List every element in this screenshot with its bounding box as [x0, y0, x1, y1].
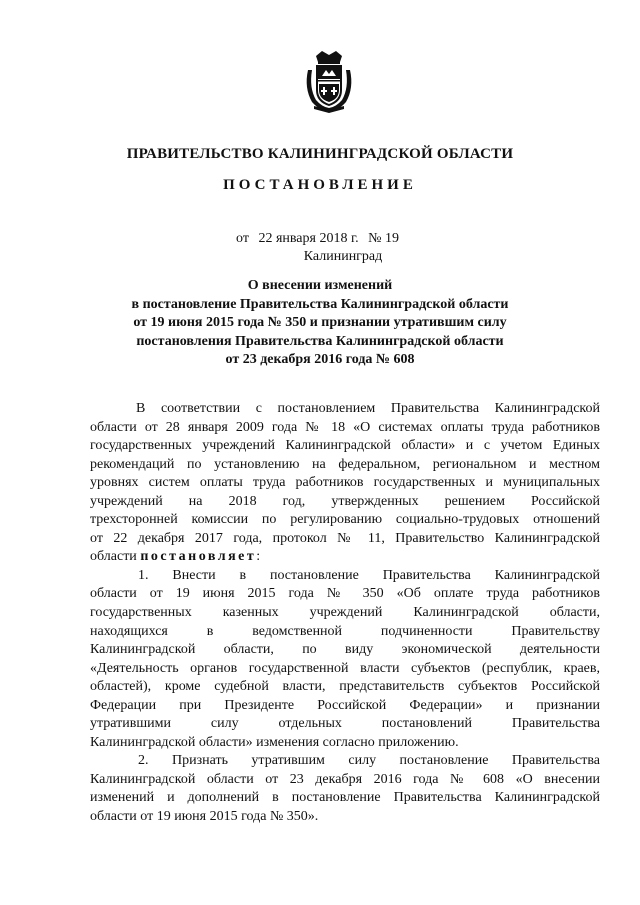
document-subject — [0, 277, 640, 370]
body-line: 1. Внести в постановление Правительства Калининградской — [138, 567, 600, 583]
body-line: от 22 декабря 2017 года, протокол № 11, Правительство Калининградской — [90, 530, 600, 546]
city: Калининград — [303, 249, 383, 264]
body-line: изменений и дополнений в постановление Правительства Калининградской — [90, 790, 600, 806]
date-prefix: от — [236, 231, 249, 246]
resolves-colon: : — [256, 549, 261, 565]
body-line: утратившими силу отдельных постановлений Правительства — [90, 716, 600, 732]
body-line: находящихся в ведомственной подчиненности Правительству — [90, 623, 600, 639]
body-line: уровнях систем оплаты труда работников государственных и муниципальных — [90, 475, 600, 491]
body-line: «Деятельность органов государственной власти субъектов (республик, краев, — [90, 660, 600, 676]
subject-line: постановления Правительства Калининградской области — [136, 333, 504, 349]
body-line: областей), кроме судебной власти, представительств субъектов Российской — [90, 679, 600, 695]
subject-line: от 23 декабря 2016 года № 608 — [225, 352, 415, 367]
kaliningrad-coat-of-arms-icon — [302, 50, 356, 114]
body-line: области от 19 июня 2015 года № 350 «Об оплате труда работников — [90, 586, 600, 602]
subject-line: О внесении изменений — [247, 278, 393, 293]
date-line — [236, 231, 405, 247]
body-line: Калининградской области от 23 декабря 2016 года № 608 «О внесении — [90, 771, 600, 787]
document-type: ПОСТАНОВЛЕНИЕ — [223, 177, 417, 193]
body-line: 2. Признать утратившим силу постановление Правительства — [138, 753, 600, 769]
subject-line: от 19 июня 2015 года № 350 и признании утратившим силу — [133, 315, 507, 330]
body-line: государственных казенных учреждений Калининградской области, — [90, 605, 600, 621]
body-line: Калининградской области, по виду экономической деятельности — [90, 642, 600, 658]
body-line: учреждений на 2018 год, утвержденных решением Российской — [90, 493, 600, 509]
body-line: государственных учреждений Калининградской области» и с учетом Единых — [90, 438, 600, 454]
body-line: области от 28 января 2009 года № 18 «О системах оплаты труда работников — [90, 419, 600, 435]
body-line: рекомендаций по установлению на федеральном, региональном и местном — [90, 456, 600, 472]
body-line — [90, 548, 600, 567]
body-line: Федерации при Президенте Российской Федерации» и признании — [90, 697, 600, 713]
document-date: 22 января 2018 г. — [258, 231, 359, 246]
preamble-last-prefix: области — [90, 549, 137, 565]
body-line: Калининградской области» изменения согласно приложению. — [90, 734, 459, 750]
document-number: № 19 — [368, 231, 399, 246]
body-line: области от 19 июня 2015 года № 350». — [90, 809, 319, 825]
resolves-word: постановляет — [140, 549, 257, 565]
body-line: трехсторонней комиссии по регулированию социально-трудовых отношений — [90, 512, 600, 528]
subject-line: в постановление Правительства Калининградской области — [131, 296, 509, 312]
document-body — [90, 400, 600, 827]
body-line: В соответствии с постановлением Правительства Калининградской — [136, 401, 600, 416]
government-title: ПРАВИТЕЛЬСТВО КАЛИНИНГРАДСКОЙ ОБЛАСТИ — [126, 146, 514, 162]
